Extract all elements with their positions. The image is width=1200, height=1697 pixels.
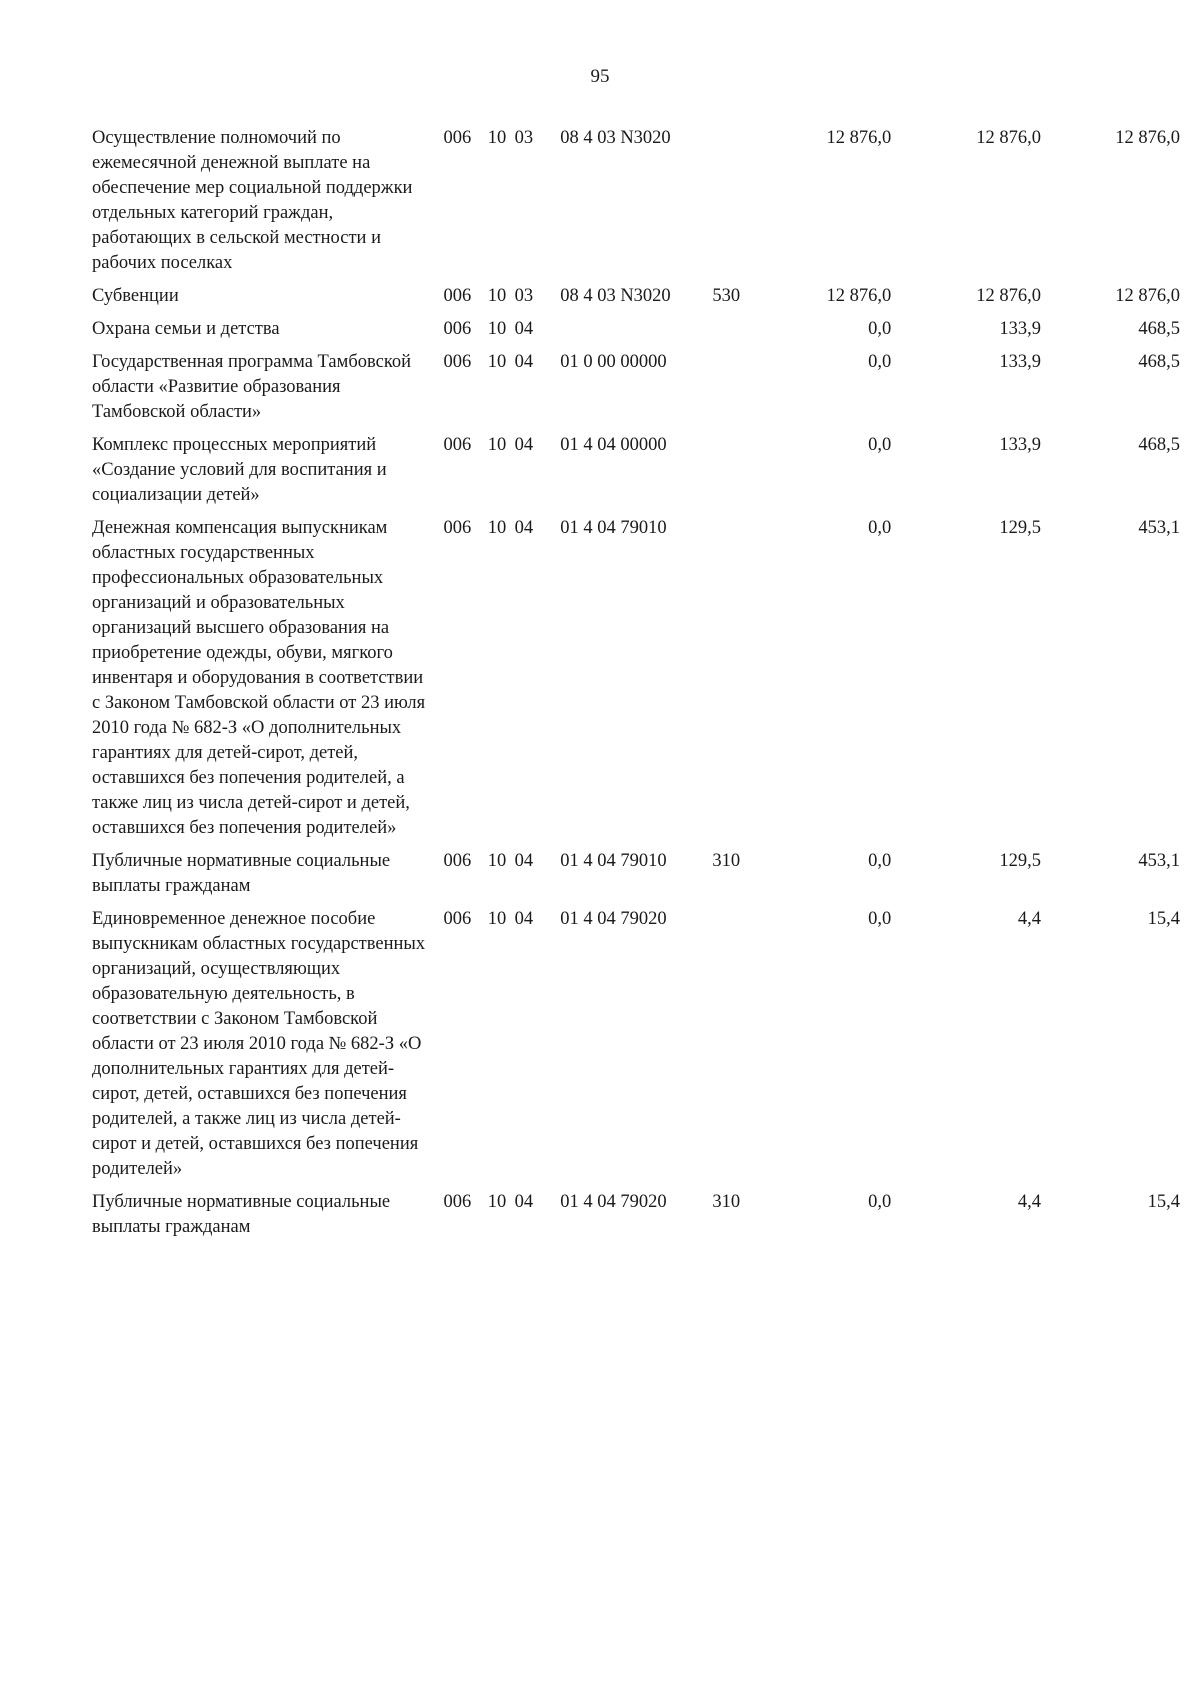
row-expense-type — [706, 907, 761, 1190]
row-target-code: 08 4 03 N3020 — [560, 286, 671, 306]
row-amount-year3: 12 876,0 — [1115, 286, 1180, 306]
row-amount-year1: 0,0 — [868, 1192, 892, 1212]
row-amount-year2: 12 876,0 — [976, 286, 1042, 306]
row-amount-year1: 12 876,0 — [826, 128, 892, 148]
row-name: Денежная компенсация выпускникам областных государственных профессиональных образовательных организаций и образовательных организаций высшего образования на приобретение одежды, обуви, мягкого инвентаря и оборудования в соответствии с Законом Тамбовской области от 23 июля 2010 года № 682-З «О дополнительных гарантиях для детей-сирот, детей, оставшихся без попечения родителей, а также лиц из числа детей-сирот и детей, оставшихся без попечения родителей» — [92, 518, 426, 838]
row-subsection-code: 04 — [514, 1192, 534, 1212]
row-amount-year2: 129,5 — [999, 851, 1042, 871]
row-ministry-code: 006 — [443, 1192, 472, 1212]
row-amount-year3: 468,5 — [1138, 352, 1180, 372]
row-subsection-code: 04 — [514, 352, 534, 372]
row-section-code: 10 — [487, 319, 507, 339]
row-target-code: 01 0 00 00000 — [560, 352, 667, 372]
row-target-code: 01 4 04 00000 — [560, 435, 667, 455]
row-target-code: 01 4 04 79020 — [560, 909, 667, 929]
row-amount-year3: 468,5 — [1138, 435, 1180, 455]
row-amount-year3: 12 876,0 — [1115, 128, 1180, 148]
row-amount-year2: 4,4 — [1017, 909, 1042, 929]
row-amount-year2: 133,9 — [999, 319, 1042, 339]
row-amount-year2: 129,5 — [999, 518, 1042, 538]
row-section-code: 10 — [487, 435, 507, 455]
row-amount-year1: 0,0 — [868, 518, 892, 538]
row-ministry-code: 006 — [443, 128, 472, 148]
row-expense-type — [706, 126, 761, 284]
row-ministry-code: 006 — [443, 286, 472, 306]
budget-table-body — [92, 126, 1182, 1248]
row-amount-year3: 468,5 — [1138, 319, 1180, 339]
row-name: Единовременное денежное пособие выпускникам областных государственных организаций, осуществляющих образовательную деятельность, в соответствии с Законом Тамбовской области от 23 июля 2010 года № 682-З «О дополнительных гарантиях для детей-сирот, детей, оставшихся без попечения родителей, а также лиц из числа детей-сирот и детей, оставшихся без попечения родителей» — [92, 909, 426, 1179]
row-subsection-code: 04 — [514, 518, 534, 538]
row-expense-type: 530 — [712, 286, 741, 306]
row-amount-year1: 0,0 — [868, 435, 892, 455]
row-amount-year2: 4,4 — [1017, 1192, 1042, 1212]
row-subsection-code: 04 — [514, 851, 534, 871]
row-subsection-code: 04 — [514, 909, 534, 929]
table-row — [92, 849, 1182, 907]
page-number: 95 — [590, 66, 610, 87]
row-name: Публичные нормативные социальные выплаты гражданам — [92, 851, 391, 896]
table-row — [92, 317, 1182, 350]
row-amount-year3: 453,1 — [1138, 851, 1180, 871]
row-ministry-code: 006 — [443, 319, 472, 339]
row-section-code: 10 — [487, 128, 507, 148]
budget-table — [92, 126, 1182, 1248]
table-row — [92, 1190, 1182, 1248]
row-section-code: 10 — [487, 909, 507, 929]
row-expense-type: 310 — [712, 1192, 741, 1212]
row-subsection-code: 04 — [514, 435, 534, 455]
row-expense-type — [706, 350, 761, 433]
row-ministry-code: 006 — [443, 435, 472, 455]
row-expense-type — [706, 516, 761, 849]
table-row — [92, 284, 1182, 317]
row-amount-year2: 133,9 — [999, 435, 1042, 455]
row-name: Государственная программа Тамбовской области «Развитие образования Тамбовской области» — [92, 352, 412, 422]
row-amount-year3: 15,4 — [1147, 909, 1180, 929]
row-section-code: 10 — [487, 1192, 507, 1212]
row-ministry-code: 006 — [443, 909, 472, 929]
row-amount-year3: 15,4 — [1147, 1192, 1180, 1212]
row-name: Публичные нормативные социальные выплаты гражданам — [92, 1192, 391, 1237]
table-row — [92, 907, 1182, 1190]
row-amount-year1: 0,0 — [868, 851, 892, 871]
row-expense-type — [706, 433, 761, 516]
row-section-code: 10 — [487, 518, 507, 538]
row-name: Субвенции — [92, 286, 179, 306]
row-ministry-code: 006 — [443, 851, 472, 871]
row-ministry-code: 006 — [443, 518, 472, 538]
row-amount-year1: 12 876,0 — [826, 286, 892, 306]
row-subsection-code: 03 — [514, 286, 534, 306]
row-expense-type — [706, 317, 761, 350]
row-target-code: 08 4 03 N3020 — [560, 128, 671, 148]
row-amount-year3: 453,1 — [1138, 518, 1180, 538]
table-row — [92, 350, 1182, 433]
row-amount-year2: 133,9 — [999, 352, 1042, 372]
row-target-code: 01 4 04 79020 — [560, 1192, 667, 1212]
row-section-code: 10 — [487, 352, 507, 372]
row-section-code: 10 — [487, 851, 507, 871]
row-name: Осуществление полномочий по ежемесячной денежной выплате на обеспечение мер социальной поддержки отдельных категорий граждан, работающих в сельской местности и рабочих поселках — [92, 128, 413, 273]
row-section-code: 10 — [487, 286, 507, 306]
table-row — [92, 433, 1182, 516]
row-target-code: 01 4 04 79010 — [560, 518, 667, 538]
row-amount-year2: 12 876,0 — [976, 128, 1042, 148]
row-ministry-code: 006 — [443, 352, 472, 372]
row-name: Охрана семьи и детства — [92, 319, 280, 339]
row-subsection-code: 04 — [514, 319, 534, 339]
row-amount-year1: 0,0 — [868, 909, 892, 929]
row-amount-year1: 0,0 — [868, 319, 892, 339]
row-amount-year1: 0,0 — [868, 352, 892, 372]
table-row — [92, 126, 1182, 284]
row-target-code: 01 4 04 79010 — [560, 851, 667, 871]
row-expense-type: 310 — [712, 851, 741, 871]
row-subsection-code: 03 — [514, 128, 534, 148]
row-target-code — [552, 317, 706, 350]
table-row — [92, 516, 1182, 849]
row-name: Комплекс процессных мероприятий «Создание условий для воспитания и социализации детей» — [92, 435, 387, 505]
